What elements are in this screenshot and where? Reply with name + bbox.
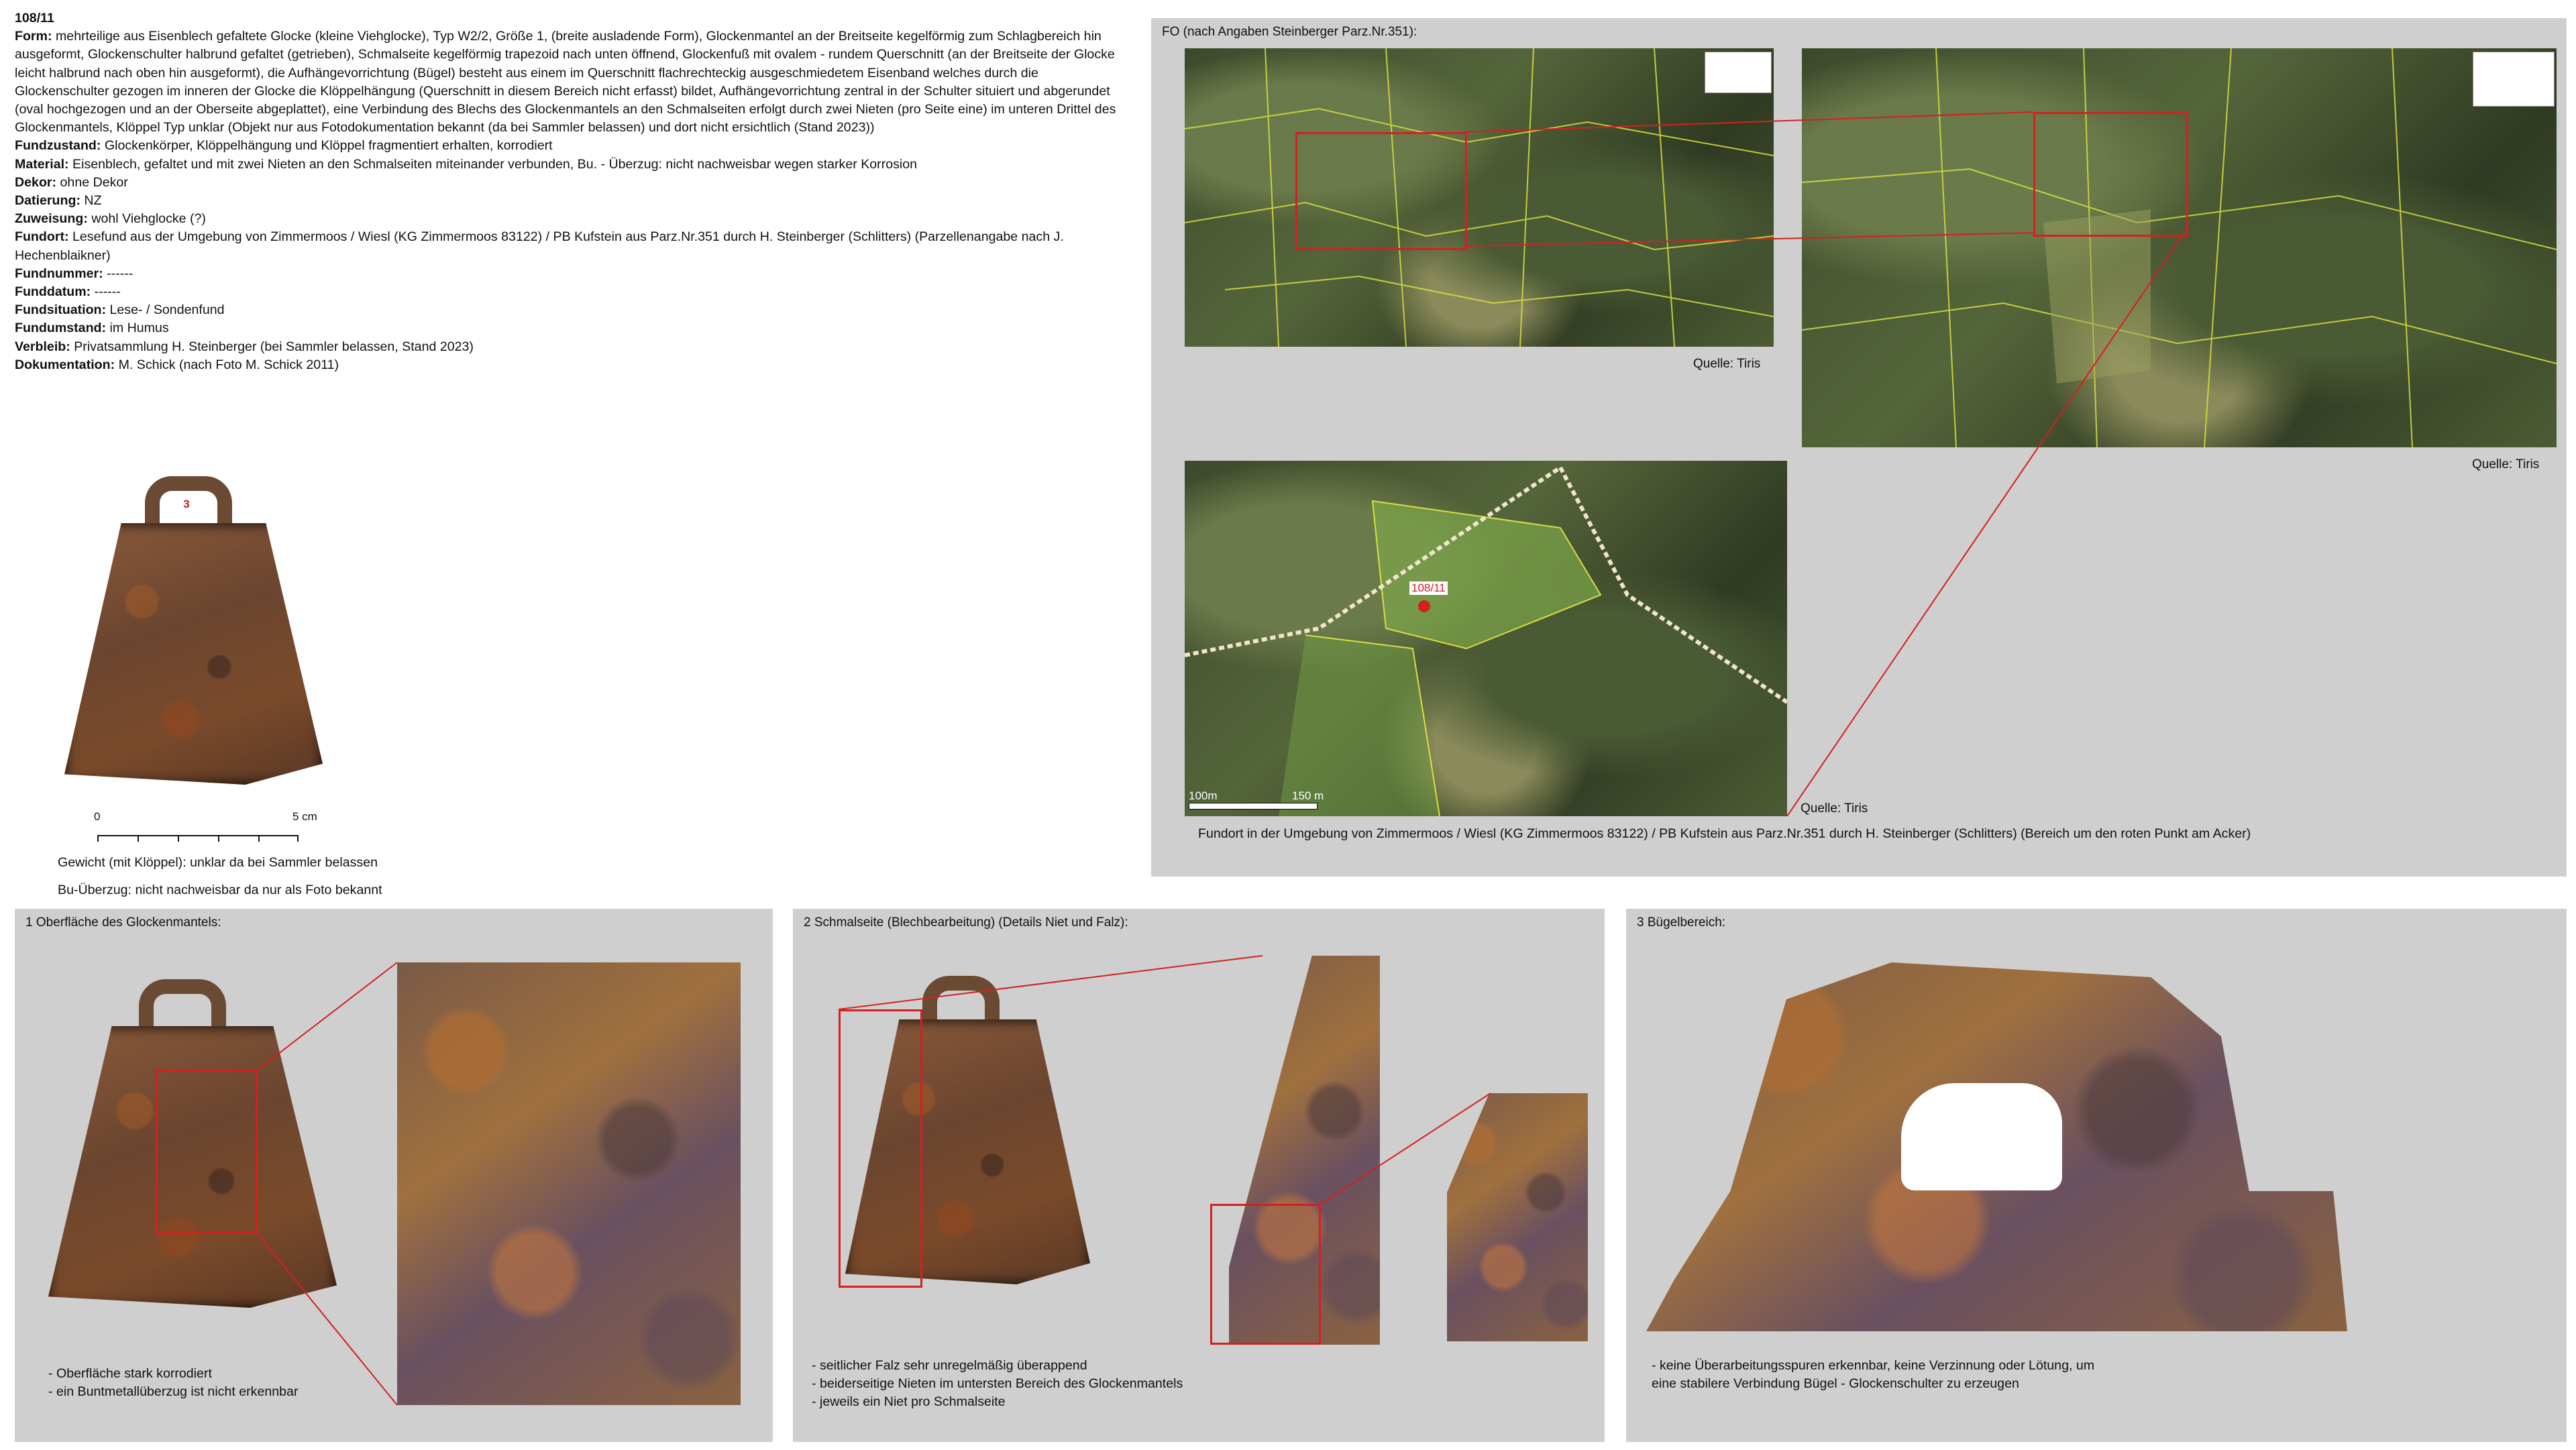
catalog-field xyxy=(15,283,1122,301)
catalog-field-label: Dokumentation: xyxy=(15,357,115,372)
catalog-field-label: Fundsituation: xyxy=(15,302,107,318)
find-location-label: 108/11 xyxy=(1409,581,1448,595)
map-panel-title: FO (nach Angaben Steinberger Parz.Nr.351): xyxy=(1162,25,1417,39)
catalog-field-text: Eisenblech, gefaltet und mit zwei Nieten an den Schmalseiten miteinander verbunden, Bu. - Überzug: nicht nachweisbar wegen starker Korrosion xyxy=(72,156,918,172)
weight-note: Gewicht (mit Klöppel): unklar da bei Sammler belassen xyxy=(58,855,378,870)
side-panel xyxy=(793,909,1605,1442)
loop-panel xyxy=(1626,909,2567,1442)
loop-notes xyxy=(1652,1357,2094,1393)
catalog-fields xyxy=(15,27,1122,374)
source-label-1: Quelle: Tiris xyxy=(1693,357,1761,371)
coating-note: Bu-Überzug: nicht nachweisbar da nur als Foto bekannt xyxy=(58,883,382,897)
loop-panel-title: 3 Bügelbereich: xyxy=(1637,915,1726,930)
bell-number-tag: 3 xyxy=(177,496,196,512)
catalog-field-label: Fundnummer: xyxy=(15,266,103,281)
source-label-2: Quelle: Tiris xyxy=(2472,457,2540,471)
catalog-field-text: Lese- / Sondenfund xyxy=(109,302,225,318)
catalog-field-text: ------ xyxy=(94,284,121,300)
surface-panel-title: 1 Oberfläche des Glockenmantels: xyxy=(25,915,221,930)
surface-panel xyxy=(15,909,773,1442)
catalog-field-label: Zuweisung: xyxy=(15,211,88,227)
catalog-field xyxy=(15,301,1122,319)
surface-connector-lines xyxy=(15,909,773,1442)
catalog-field-text: NZ xyxy=(84,193,102,209)
catalog-field xyxy=(15,137,1122,155)
catalog-field-label: Fundumstand: xyxy=(15,321,107,336)
catalog-field xyxy=(15,356,1122,374)
catalog-number: 108/11 xyxy=(15,11,54,25)
catalog-field-text: M. Schick (nach Foto M. Schick 2011) xyxy=(118,357,339,372)
side-note-3: - jeweils ein Niet pro Schmalseite xyxy=(812,1394,1006,1409)
catalog-field xyxy=(15,210,1122,228)
loop-note-2: eine stabilere Verbindung Bügel - Glockenschulter zu erzeugen xyxy=(1652,1376,2019,1391)
catalog-field-label: Fundzustand: xyxy=(15,138,101,154)
catalog-field xyxy=(15,338,1122,356)
catalog-field-label: Dekor: xyxy=(15,174,57,190)
catalog-field-text: im Humus xyxy=(109,321,169,336)
side-panel-title: 2 Schmalseite (Blechbearbeitung) (Details Niet und Falz): xyxy=(804,915,1128,930)
catalog-field-text: Glockenkörper, Klöppelhängung und Klöppel fragmentiert erhalten, korrodiert xyxy=(104,138,553,154)
catalog-field-text: ------ xyxy=(107,266,133,281)
source-label-3: Quelle: Tiris xyxy=(1801,801,1868,816)
catalog-field-text: Privatsammlung H. Steinberger (bei Sammler belassen, Stand 2023) xyxy=(74,339,474,354)
surface-note-2: - ein Buntmetallüberzug ist nicht erkennbar xyxy=(48,1384,299,1399)
catalog-field-text: wohl Viehglocke (?) xyxy=(91,211,206,227)
catalog-field-label: Fundort: xyxy=(15,229,69,245)
bell-body xyxy=(64,523,323,785)
catalog-field-label: Datierung: xyxy=(15,193,80,209)
catalog-field-label: Funddatum: xyxy=(15,284,91,300)
bell-photo xyxy=(64,476,323,785)
catalog-entry xyxy=(15,9,1122,374)
map-connector-lines xyxy=(1151,18,2567,877)
map-caption: Fundort in der Umgebung von Zimmermoos / Wiesl (KG Zimmermoos 83122) / PB Kufstein aus Parz.Nr.351 durch H. Steinberger (Schlitters) (Bereich um den roten Punkt am Acker) xyxy=(1198,826,2251,841)
scale-start: 0 xyxy=(94,810,101,823)
side-note-1: - seitlicher Falz sehr unregelmäßig überappend xyxy=(812,1358,1087,1373)
catalog-field xyxy=(15,265,1122,283)
catalog-field xyxy=(15,228,1122,264)
side-notes xyxy=(812,1357,1183,1411)
loop-note-1: - keine Überarbeitungsspuren erkennbar, keine Verzinnung oder Lötung, um xyxy=(1652,1358,2095,1373)
catalog-field xyxy=(15,319,1122,337)
surface-notes xyxy=(48,1365,298,1401)
catalog-field-label: Material: xyxy=(15,156,69,172)
catalog-field-label: Verbleib: xyxy=(15,339,70,354)
catalog-field xyxy=(15,156,1122,174)
side-note-2: - beiderseitige Nieten im untersten Bereich des Glockenmantels xyxy=(812,1376,1183,1391)
catalog-field xyxy=(15,27,1122,137)
catalog-field-text: Lesefund aus der Umgebung von Zimmermoos / Wiesl (KG Zimmermoos 83122) / PB Kufstein aus Parz.Nr.351 durch H. Steinberger (Schlitters) (Parzellenangabe nach J. Hechenblaikner) xyxy=(15,229,1064,263)
map-panel xyxy=(1151,18,2567,877)
site-scale-left: 100m xyxy=(1189,789,1218,802)
scale-end: 5 cm xyxy=(292,810,317,823)
catalog-field xyxy=(15,192,1122,210)
catalog-field-text: mehrteilige aus Eisenblech gefaltete Glocke (kleine Viehglocke), Typ W2/2, Größe 1, (breite ausladende Form), Glockenmantel an der Breitseite kegelförmig zum Schlagbereich hin ausgeformt, Glockenschulter halbrund gefaltet (getrieben), Schmalseite kegelförmig trapezoid nach unten öffnend, Glockenfuß mit ovalem - rundem Querschnitt (an der Breitseite der Glocke leicht halbrund nach oben hin ausgeformt), die Aufhängevorrichtung (Bügel) besteht aus einem im Querschnitt flachrechteckig ausgeschmiedetem Eisenband welches durch die Glockenschulter gezogen im inneren der Glocke die Klöppelhängung (Querschnitt in diesem Bereich nicht erfasst) bildet, Aufhängevorrichtung zentral in der Schulter situiert und abgerundet (oval hochgezogen und an der Oberseite abgeplattet), eine Verbindung des Blechs des Glockenmantels an den Schmalseiten erfolgt durch zwei Nieten (pro Seite eine) im unteren Drittel des Glockenmantels, Klöppel Typ unklar (Objekt nur aus Fotodokumentation bekannt (da bei Sammler belassen) und dort nicht ersichtlich (Stand 2023)) xyxy=(15,29,1116,135)
site-scale-right: 150 m xyxy=(1292,789,1324,802)
catalog-field-label: Form: xyxy=(15,29,52,44)
surface-note-1: - Oberfläche stark korrodiert xyxy=(48,1366,212,1381)
loop-opening xyxy=(1901,1083,2062,1190)
catalog-field-text: ohne Dekor xyxy=(60,174,128,190)
catalog-field xyxy=(15,174,1122,192)
